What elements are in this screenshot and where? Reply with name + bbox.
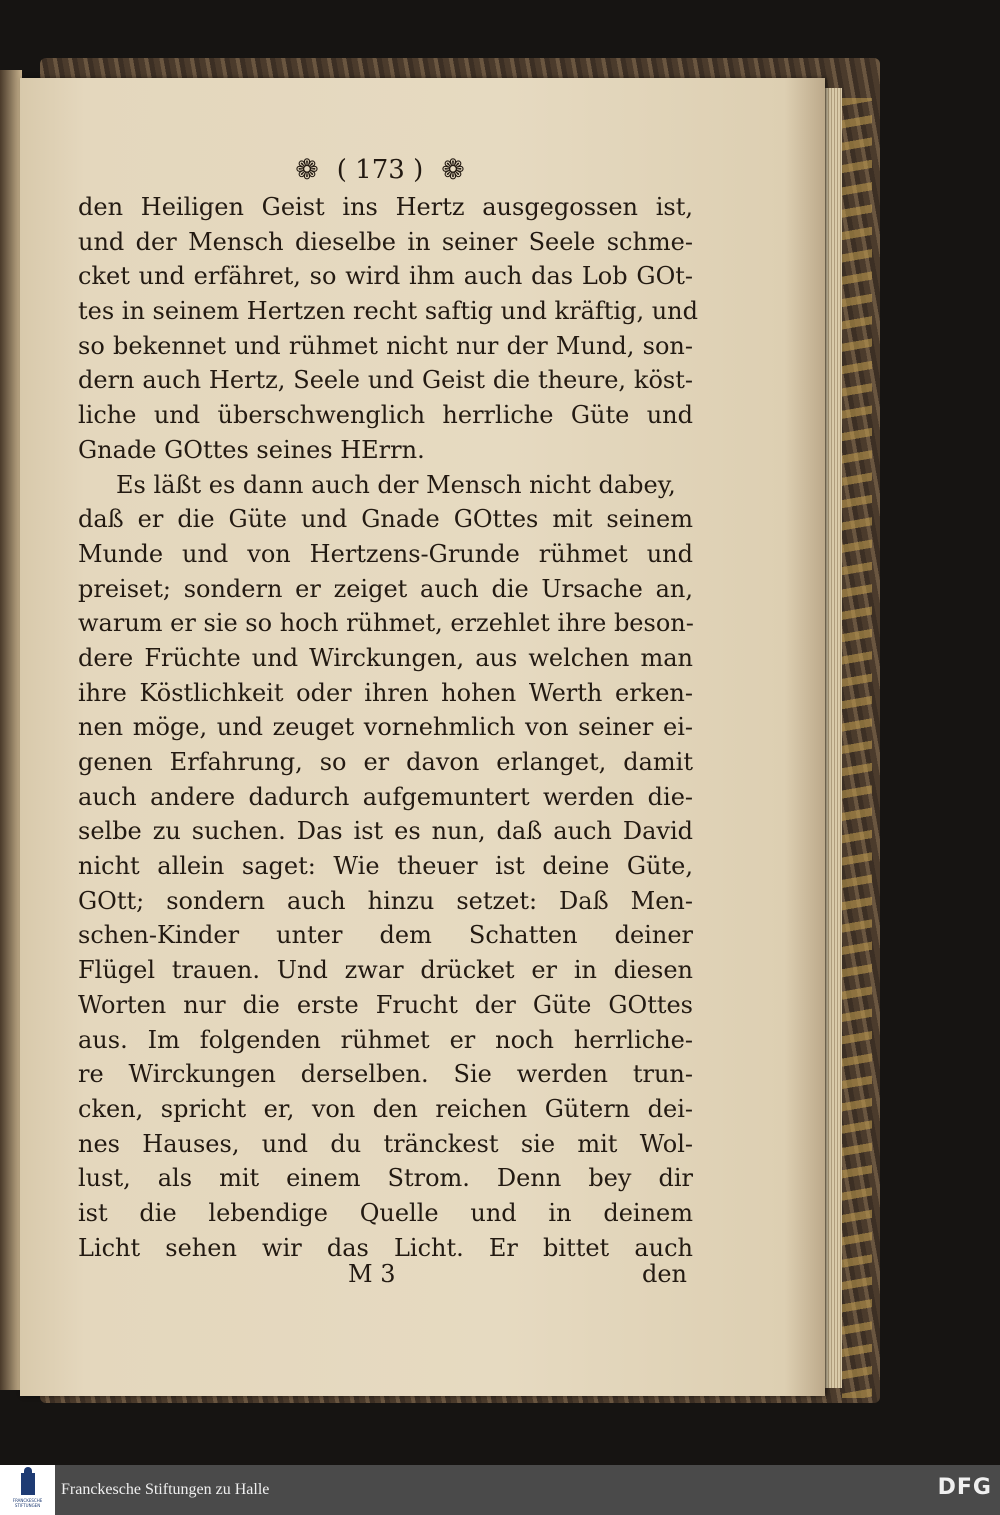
text-line: ihre Köstlichkeit oder ihren hohen Werth erken-	[78, 678, 693, 707]
text-line: selbe zu suchen. Das ist es nun, daß auch David	[78, 817, 693, 846]
text-line: re Wirckungen derselben. Sie werden trun-	[78, 1060, 693, 1089]
text-line: preiset; sondern er zeiget auch die Ursache an,	[78, 574, 693, 603]
text-line: genen Erfahrung, so er davon erlanget, damit	[78, 748, 693, 776]
ornament-left-icon: ❁	[295, 153, 319, 186]
text-line: lust, als mit einem Strom. Denn bey dir	[78, 1164, 693, 1193]
cover-gilding	[842, 98, 872, 1398]
page-header	[250, 150, 510, 190]
text-line: Munde und von Hertzens-Grunde rühmet und	[78, 539, 693, 568]
text-line: Gnade GOttes seines HErrn.	[78, 435, 425, 464]
text-line: nes Hauses, und du tränckest sie mit Wol-	[78, 1129, 693, 1158]
institution-name[interactable]: Franckesche Stiftungen zu Halle	[61, 1481, 270, 1498]
text-line: ist die lebendige Quelle und in deinem	[78, 1198, 693, 1227]
building-icon	[21, 1473, 35, 1495]
text-line: Worten nur die erste Frucht der Güte GOttes	[78, 990, 693, 1019]
text-line: auch andere dadurch aufgemuntert werden die-	[78, 782, 693, 811]
text-line: warum er sie so hoch rühmet, erzehlet ihre beson-	[78, 609, 694, 638]
text-line: liche und überschwenglich herrliche Güte und	[78, 401, 693, 430]
text-line: daß er die Güte und Gnade GOttes mit seinem	[78, 505, 693, 534]
text-line: den Heiligen Geist ins Hertz ausgegossen ist,	[78, 193, 693, 221]
text-line: nen möge, und zeuget vornehmlich von seiner ei-	[78, 713, 693, 742]
left-page-edge	[0, 70, 22, 1390]
text-line: Licht sehen wir das Licht. Er bittet auch	[78, 1233, 693, 1262]
text-line: cken, spricht er, von den reichen Gütern dei-	[78, 1094, 693, 1123]
text-line: schen-Kinder unter dem Schatten deiner	[78, 921, 693, 950]
text-line: dere Früchte und Wirckungen, aus welchen man	[78, 643, 693, 672]
text-line: und der Mensch dieselbe in seiner Seele schme-	[78, 227, 693, 256]
dfg-logo[interactable]: DFG	[937, 1475, 992, 1500]
text-line: dern auch Hertz, Seele und Geist die theure, köst-	[78, 366, 693, 395]
footer-bar	[0, 1465, 1000, 1515]
ornament-right-icon: ❁	[441, 153, 465, 186]
text-line: aus. Im folgenden rühmet er noch herrliche-	[78, 1025, 693, 1054]
text-line: nicht allein saget: Wie theuer ist deine Güte,	[78, 852, 693, 881]
text-line: Es läßt es dann auch der Mensch nicht dabey,	[116, 470, 676, 499]
page-foot	[78, 1257, 693, 1291]
text-line: Flügel trauen. Und zwar drücket er in diesen	[78, 956, 693, 985]
institution-logo[interactable]	[0, 1465, 55, 1515]
text-line: cket und erfähret, so wird ihm auch das Lob GOt-	[78, 262, 693, 291]
text-line: tes in seinem Hertzen recht saftig und kräftig, und	[78, 297, 698, 326]
text-lines	[78, 190, 698, 1265]
signature-mark: M 3	[348, 1260, 396, 1288]
logo-text: FRANCKESCHE STIFTUNGEN	[12, 1497, 43, 1508]
catchword: den	[641, 1260, 687, 1288]
page-number: ( 173 )	[336, 155, 424, 185]
text-line: so bekennet und rühmet nicht nur der Mund, son-	[78, 331, 693, 360]
text-line: GOtt; sondern auch hinzu setzet: Daß Men-	[78, 886, 693, 915]
